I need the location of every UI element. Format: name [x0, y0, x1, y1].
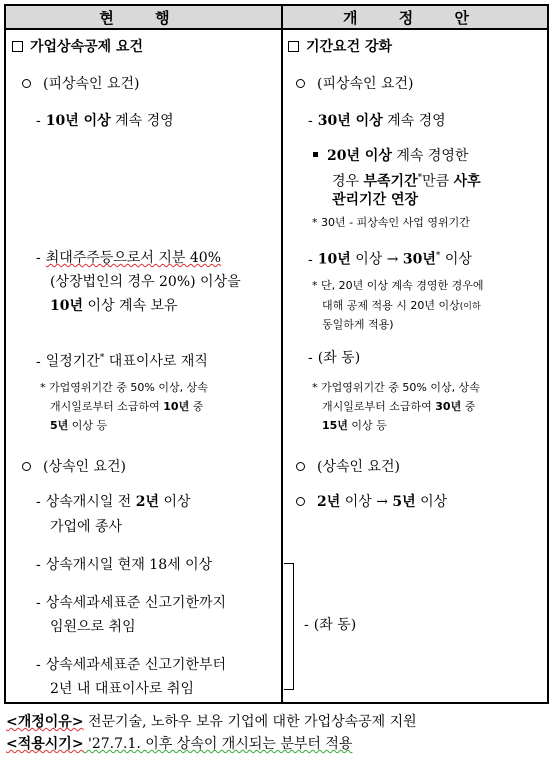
left-item-management: - 10년 이상 계속 경영 [36, 113, 174, 129]
right-heir-heading: (상속인 요건) [296, 457, 400, 477]
left-heir-ceo-line2: 2년 내 대표이사로 취임 [50, 681, 194, 697]
left-item-shareholding-line3: 10년 이상 계속 보유 [50, 298, 178, 314]
left-heir-heading: (상속인 요건) [22, 457, 126, 477]
left-heir-officer: - 상속세과세표준 신고기한까지 [36, 595, 226, 611]
header-revised: 개 정 안 [283, 6, 547, 30]
left-heir-work-line2: 가업에 종사 [50, 519, 123, 535]
square-bullet-icon [313, 152, 318, 157]
footer-reason: <개정이유> 전문기술, 노하우 보유 기업에 대한 가업상속공제 지원 [6, 714, 417, 730]
footer-effective-date: <적용시기> '27.7.1. 이후 상속이 개시되는 분부터 적용 [6, 736, 353, 752]
left-note-period-line3: 5년 이상 등 [50, 419, 108, 432]
left-bracket-line [284, 563, 294, 690]
right-heir-work: 2년 이상 → 5년 이상 [296, 492, 447, 512]
right-note-exception-line3: 동일하게 적용) [322, 318, 394, 331]
left-item-shareholding: - 최대주주등으로서 지분 40% [36, 250, 221, 266]
right-note-period-line2: 개시일로부터 소급하여 30년 중 [322, 400, 476, 413]
right-item-management: - 30년 이상 계속 경영 [308, 113, 446, 129]
left-section-title: 가업상속공제 요건 [12, 37, 143, 57]
left-item-ceo: - 일정기간* 대표이사로 재직 [36, 353, 208, 370]
right-section-title: 기간요건 강화 [288, 37, 392, 57]
right-note-exception: * 단, 20년 이상 계속 경영한 경우에 [312, 279, 484, 292]
right-item-ceo: - (좌 동) [308, 350, 361, 366]
left-heir-ceo: - 상속세과세표준 신고기한부터 [36, 657, 226, 673]
right-note-exception-line2: 대해 공제 적용 시 20년 이상(이하 [322, 299, 481, 312]
left-heir-officer-line2: 임원으로 취임 [50, 619, 136, 635]
circle-bullet-icon [296, 497, 305, 506]
left-heir-age: - 상속개시일 현재 18세 이상 [36, 557, 213, 573]
left-decedent-heading: (피상속인 요건) [22, 74, 140, 94]
right-bullet-extension-line3: 관리기간 연장 [332, 192, 419, 208]
left-note-period: * 가업영위기간 중 50% 이상, 상속 [40, 381, 208, 394]
right-note-period: * 가업영위기간 중 50% 이상, 상속 [312, 381, 480, 394]
left-note-period-line2: 개시일로부터 소급하여 10년 중 [50, 400, 204, 413]
right-bullet-extension: 20년 이상 계속 경영한 [313, 146, 468, 166]
right-decedent-heading: (피상속인 요건) [296, 74, 414, 94]
circle-bullet-icon [296, 462, 305, 471]
checkbox-square-icon [288, 41, 299, 52]
left-item-shareholding-line2: (상장법인의 경우 20%) 이상을 [50, 274, 241, 290]
right-note-period-line3: 15년 이상 등 [322, 419, 387, 432]
column-divider [281, 6, 283, 702]
right-item-shareholding: - 10년 이상 → 30년* 이상 [308, 251, 472, 268]
circle-bullet-icon [22, 79, 31, 88]
left-heir-work: - 상속개시일 전 2년 이상 [36, 494, 191, 510]
right-heir-same: - (좌 동) [304, 617, 357, 633]
right-bullet-note: * 30년 - 피상속인 사업 영위기간 [312, 216, 470, 229]
circle-bullet-icon [296, 79, 305, 88]
right-bullet-extension-line2: 경우 부족기간*만큼 사후 [332, 173, 481, 190]
header-current: 현 행 [6, 6, 281, 30]
circle-bullet-icon [22, 462, 31, 471]
checkbox-square-icon [12, 41, 23, 52]
